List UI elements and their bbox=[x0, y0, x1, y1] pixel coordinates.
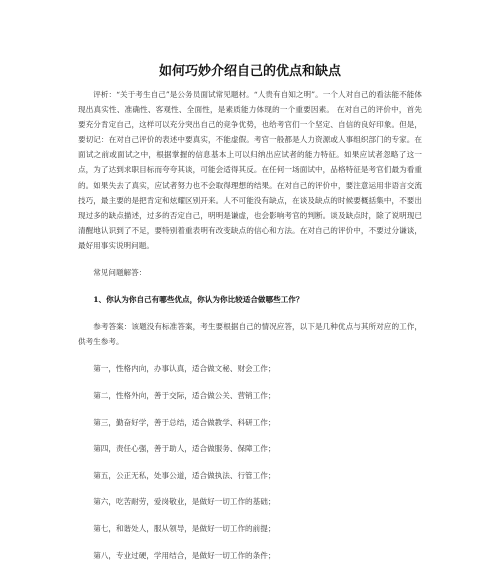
list-item: 第二，性格外向，善于交际，适合做公关、营销工作； bbox=[93, 391, 276, 400]
list-item: 第四，责任心强，善于助人，适合做服务、保障工作； bbox=[93, 444, 276, 454]
question-1: 1、你认为你自己有哪些优点，你认为你比较适合做哪些工作？ bbox=[93, 295, 304, 305]
faq-heading: 常见问题解答： bbox=[93, 268, 147, 278]
intro-paragraph: 评析：“关于考生自己”是公务员面试常见题材。“人贵有自知之明”。一个人对自己的看法能不能体现出真实性、准确性、客观性、全面性，是素质能力体现的一个重要因素。 在对自己的评价中，首先要充分肯定自己，这样可以充分突出自己的竞争优势，也给考官们一个坚定、自信的良好印象。但是，要切记：在对自己评价的表述中要真实，不能虚假。考官一般都是人力资源或人事组织部门的专家。在面试之前或面试之中，根据掌握的信息基本上可以归纳出应试者的能力特征。如果应试者忽略了这一点，为了达到求职目标而夸夸其谈，可能会适得其反。在任何一场面试中，品格特征是考官们最为看重的。如果失去了真实，应试者努力也不会取得理想的结果。在对自己的评价中，要注意运用非语言交流技巧，最主要的是把肯定和炫耀区别开来。人不可能没有缺点，在谈及缺点的时候要概括集中，不要出现过多的缺点描述，过多的否定自己，明明是谦虚，也会影响考官的判断。谈及缺点时，除了说明现已清醒地认识到了不足，要特别着重表明有改变缺点的信心和方法。在对自己的评价中，不要过分谦谈，最好用事实说明问题。 bbox=[78, 90, 422, 250]
list-item: 第八，专业过硬，学用结合，是做好一切工作的条件； bbox=[93, 550, 276, 560]
strengths-list bbox=[78, 361, 422, 562]
document-title: 如何巧妙介绍自己的优点和缺点 bbox=[158, 64, 341, 79]
list-item: 第三，勤奋好学，善于总结，适合做教学、科研工作； bbox=[93, 417, 276, 427]
list-item: 第七，和谐处人，服从领导，是做好一切工作的前提； bbox=[93, 523, 276, 533]
answer-paragraph: 参考答案：该题没有标准答案，考生要根据自己的情况应答，以下是几种优点与其所对应的工作，供考生参考。 bbox=[78, 322, 422, 347]
list-item: 第五，公正无私，处事公道，适合做执法、行管工作； bbox=[93, 470, 276, 480]
list-item: 第一，性格内向，办事认真，适合做文秘、财会工作； bbox=[93, 364, 276, 374]
list-item: 第六，吃苦耐劳，爱岗敬业，是做好一切工作的基础； bbox=[93, 497, 276, 507]
